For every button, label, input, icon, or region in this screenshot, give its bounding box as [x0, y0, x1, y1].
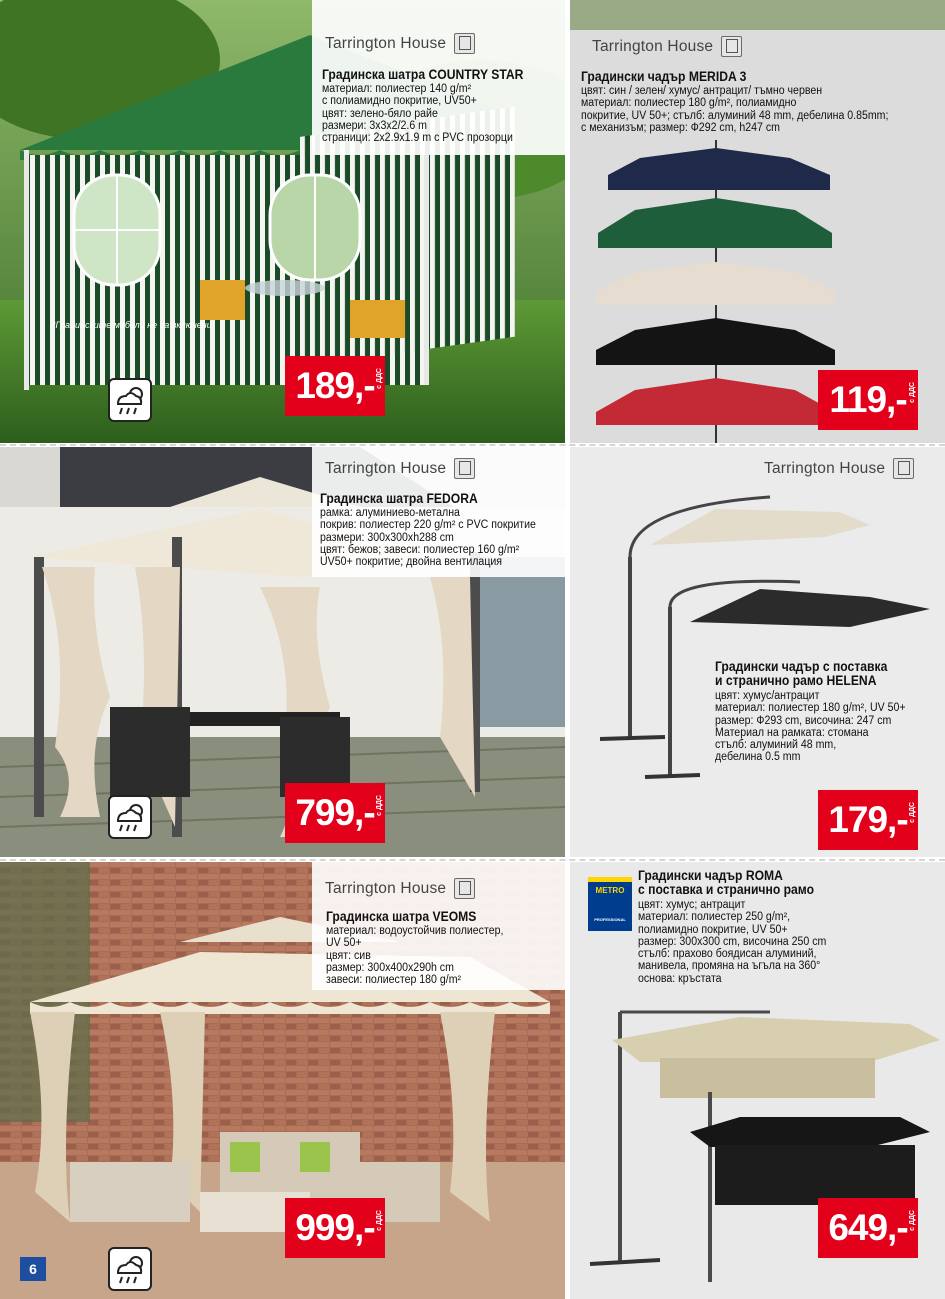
product-title — [715, 660, 887, 688]
row-divider — [0, 859, 945, 861]
spec-line: основа: кръстата — [638, 972, 722, 985]
spec-line: стълб: алуминий 48 mm, — [715, 739, 837, 752]
spec-line: материал: полиестер 180 g/m², полиамидно — [581, 97, 797, 110]
spec-line: манивела, промяна на ъгъла на 360° — [638, 960, 821, 973]
spec-line: Материал на рамката: стомана — [715, 726, 869, 739]
house-logo-icon — [893, 458, 914, 479]
weather-resistant-icon — [108, 795, 152, 839]
spec-line: размер: 300x300 cm, височина 250 cm — [638, 935, 827, 948]
price-tag — [285, 783, 385, 843]
spec-line: покрив: полиестер 220 g/m² с PVC покритие — [320, 519, 536, 532]
metro-logo-text: METRO — [595, 886, 625, 895]
brand-name: Tarrington House — [325, 459, 447, 477]
spec-line: цвят: син / зелен/ хумус/ антрацит/ тъмно червен — [581, 85, 823, 97]
price-tag — [818, 1198, 918, 1258]
furniture-note: *Градинските мебели не са включени — [52, 320, 212, 330]
spec-line: цвят: сив — [326, 949, 371, 962]
product-specs — [638, 899, 826, 985]
vat-label: с ДДС — [909, 382, 916, 403]
price-value: 189,- — [295, 365, 375, 406]
metro-logo-subtext: PROFESSIONAL — [594, 917, 626, 922]
product-specs — [326, 925, 503, 986]
price-tag — [818, 370, 918, 430]
spec-line: полиамидно покритие, UV 50+ — [638, 923, 788, 936]
vat-label: с ДДС — [376, 368, 383, 389]
spec-line: UV 50+ — [326, 937, 362, 950]
price-tag — [285, 356, 385, 416]
spec-line: размери: 300x300xh288 cm — [320, 531, 454, 544]
spec-line: размер: 300x400x290h cm — [326, 961, 454, 974]
spec-line: покритие, UV 50+; стълб: алуминий 48 mm, дебелина 0.85mm; — [581, 109, 889, 122]
product-title — [638, 869, 814, 897]
spec-line: рамка: алуминиево-метална — [320, 507, 460, 519]
house-logo-icon — [454, 878, 475, 899]
row-divider — [0, 444, 945, 446]
price-tag — [818, 790, 918, 850]
vat-label: с ДДС — [376, 1210, 383, 1231]
spec-line: материал: полиестер 140 g/m² — [322, 83, 472, 95]
title-line: Градински чадър с поставка — [715, 659, 888, 674]
product-title: Градински чадър MERIDA 3 — [581, 69, 747, 84]
brand-name: Tarrington House — [325, 879, 447, 897]
metro-logo — [588, 877, 632, 931]
spec-line: размери: 3x3x2/2.6 m — [322, 119, 427, 132]
spec-line: UV50+ покритие; двойна вентилация — [320, 556, 503, 569]
product-specs — [322, 83, 513, 144]
spec-line: цвят: бежов; завеси: полиестер 160 g/m² — [320, 543, 520, 556]
spec-line: материал: полиестер 180 g/m², UV 50+ — [715, 702, 906, 715]
price-value: 179,- — [828, 799, 908, 840]
product-title: Градинска шатра FEDORA — [320, 491, 478, 506]
product-specs — [715, 690, 906, 764]
page-number: 6 — [20, 1257, 46, 1281]
brand-label — [325, 458, 475, 479]
house-logo-icon — [454, 458, 475, 479]
brand-label — [325, 878, 475, 899]
spec-line: размер: Ф293 cm, височина: 247 cm — [715, 714, 892, 727]
house-logo-icon — [721, 36, 742, 57]
spec-line: завеси: полиестер 180 g/m² — [326, 974, 462, 987]
weather-resistant-icon — [108, 1247, 152, 1291]
title-line: и странично рамо HELENA — [715, 673, 877, 688]
brand-name: Tarrington House — [592, 37, 714, 55]
spec-line: материал: полиестер 250 g/m², — [638, 911, 791, 924]
spec-line: цвят: зелено-бяло райе — [322, 107, 438, 120]
price-value: 999,- — [295, 1207, 375, 1248]
brand-name: Tarrington House — [325, 34, 447, 52]
spec-line: цвят: хумус; антрацит — [638, 899, 746, 911]
spec-line: с полиамидно покритие, UV50+ — [322, 95, 477, 108]
price-tag — [285, 1198, 385, 1258]
brand-label — [325, 33, 475, 54]
vat-label: с ДДС — [909, 802, 916, 823]
vat-label: с ДДС — [376, 795, 383, 816]
brand-label — [764, 458, 914, 479]
price-value: 799,- — [295, 792, 375, 833]
spec-line: материал: водоустойчив полиестер, — [326, 925, 504, 937]
spec-line: дебелина 0.5 mm — [715, 751, 801, 764]
product-specs — [320, 507, 536, 568]
product-specs — [581, 85, 888, 134]
product-title: Градинска шатра COUNTRY STAR — [322, 67, 524, 82]
weather-resistant-icon — [108, 378, 152, 422]
spec-line: с механизъм; размер: Ф292 cm, h247 cm — [581, 121, 780, 134]
house-logo-icon — [454, 33, 475, 54]
spec-line: страници: 2x2.9x1.9 m с PVC прозорци — [322, 132, 513, 145]
price-value: 649,- — [828, 1207, 908, 1248]
product-title: Градинска шатра VEOMS — [326, 909, 477, 924]
brand-label — [592, 36, 742, 57]
vat-label: с ДДС — [909, 1210, 916, 1231]
title-line: с поставка и странично рамо — [638, 882, 815, 897]
spec-line: цвят: хумус/антрацит — [715, 690, 820, 702]
title-line: Градински чадър ROMA — [638, 868, 783, 883]
spec-line: стълб: прахово боядисан алуминий, — [638, 948, 817, 961]
brand-name: Tarrington House — [764, 459, 886, 477]
price-value: 119,- — [829, 379, 907, 420]
